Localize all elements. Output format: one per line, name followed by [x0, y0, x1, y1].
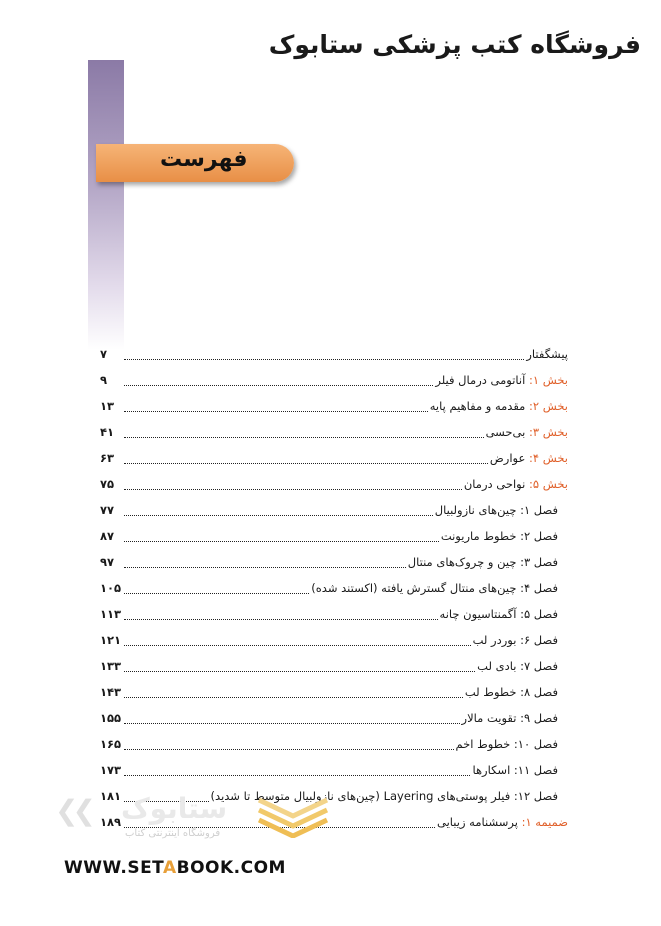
toc-entry-chapter [100, 627, 568, 653]
toc-entry-section [100, 393, 568, 419]
toc-entry-section [100, 471, 568, 497]
toc-page-number: ۹۷ [100, 555, 115, 569]
toc-entry-chapter [100, 523, 568, 549]
toc-entry-label: نواحی درمان [463, 477, 526, 491]
leader-dots [124, 765, 470, 776]
toc-entry-label: عوارض [489, 451, 526, 465]
leader-dots [124, 635, 471, 646]
watermark-tagline: فروشگاه اینترنتی کتاب [125, 828, 221, 839]
leader-dots [124, 661, 475, 672]
toc-page-number: ۱۲۱ [100, 633, 122, 647]
url-accent: A [162, 858, 177, 878]
leader-dots [124, 739, 454, 750]
toc-entry-label: فصل ۳: چین و چروک‌های منتال [407, 555, 558, 569]
section-prefix: بخش ۳: [525, 425, 568, 439]
toc-page-number: ۶۳ [100, 451, 115, 465]
leader-dots [124, 583, 309, 594]
toc-page-number: ۱۸۱ [100, 789, 122, 803]
toc-page-number: ۱۳۳ [100, 659, 122, 673]
toc-entry-chapter [100, 601, 568, 627]
toc-entry-section [100, 367, 568, 393]
toc-page-number: ۷ [100, 347, 108, 361]
toc-page-number: ۹ [100, 373, 108, 387]
leader-dots [124, 557, 406, 568]
leader-dots [124, 375, 433, 386]
table-of-contents [100, 341, 568, 835]
section-prefix: بخش ۵: [525, 477, 568, 491]
toc-entry-section [100, 445, 568, 471]
leader-dots [124, 453, 488, 464]
toc-entry-label: فصل ۱۱: اسکارها [472, 763, 558, 777]
toc-page-number: ۱۴۳ [100, 685, 122, 699]
toc-entry-chapter [100, 731, 568, 757]
toc-page-number: ۱۳ [100, 399, 115, 413]
leader-dots [124, 479, 462, 490]
leader-dots [124, 505, 433, 516]
toc-page-number: ۱۱۳ [100, 607, 122, 621]
store-title: فروشگاه کتب پزشکی ستابوک [268, 30, 641, 59]
toc-entry-label: فصل ۸: خطوط لب [464, 685, 558, 699]
toc-page-number: ۸۷ [100, 529, 115, 543]
toc-entry-chapter [100, 653, 568, 679]
toc-entry-label: پیشگفتار [526, 347, 568, 361]
toc-entry-preface [100, 341, 568, 367]
toc-page-number: ۷۷ [100, 503, 115, 517]
leader-dots [124, 713, 460, 724]
toc-entry-label: فصل ۵: آگمنتاسیون چانه [439, 607, 558, 621]
toc-entry-chapter [100, 575, 568, 601]
toc-entry-label: آناتومی درمال فیلر [435, 373, 526, 387]
section-prefix: بخش ۴: [525, 451, 568, 465]
watermark-logo [55, 790, 355, 850]
toc-entry-label: فصل ۲: خطوط ماریونت [440, 529, 558, 543]
site-url[interactable]: WWW.SETABOOK.COM [64, 858, 286, 878]
toc-entry-section [100, 419, 568, 445]
toc-page-number: ۱۵۵ [100, 711, 122, 725]
toc-entry-chapter [100, 549, 568, 575]
toc-entry-label: مقدمه و مفاهیم پایه [429, 399, 526, 413]
toc-entry-chapter [100, 757, 568, 783]
toc-entry-chapter [100, 705, 568, 731]
leader-dots [124, 427, 484, 438]
toc-page-number: ۱۷۳ [100, 763, 122, 777]
toc-entry-chapter [100, 679, 568, 705]
leader-dots [124, 609, 438, 620]
section-prefix: بخش ۱: [525, 373, 568, 387]
toc-page-number: ۱۶۵ [100, 737, 122, 751]
leader-dots [124, 531, 439, 542]
section-prefix: بخش ۲: [525, 399, 568, 413]
toc-title: فهرست [160, 147, 248, 172]
toc-page-number: ۴۱ [100, 425, 115, 439]
decorative-band [88, 60, 124, 350]
toc-entry-label: فصل ۹: تقویت مالار [461, 711, 558, 725]
leader-dots [124, 349, 524, 360]
leader-dots [124, 687, 463, 698]
toc-page-number: ۷۵ [100, 477, 115, 491]
toc-entry-label: فصل ۱: چین‌های نازولبیال [434, 503, 558, 517]
toc-entry-label: فصل ۱۰: خطوط اخم [455, 737, 558, 751]
toc-entry-label: بی‌حسی [485, 425, 526, 439]
toc-entry-label: فصل ۴: چین‌های منتال گسترش یافته (اکستند شده) [311, 581, 558, 595]
toc-page-number: ۱۰۵ [100, 581, 122, 595]
toc-entry-label: فصل ۱۲: فیلر پوستی‌های Layering (چین‌های نازولبیال متوسط تا شدید) [210, 789, 558, 803]
toc-entry-chapter [100, 497, 568, 523]
toc-page-number: ۱۸۹ [100, 815, 122, 829]
toc-entry-label: پرسشنامه زیبایی [437, 815, 518, 829]
toc-entry-label: فصل ۷: بادی لب [477, 659, 558, 673]
watermark-brand: ستابوک [121, 792, 228, 825]
double-chevron-icon: ❮❮ [55, 794, 90, 827]
leader-dots [124, 401, 428, 412]
book-stack-icon [255, 794, 331, 838]
toc-entry-label: فصل ۶: بوردر لب [472, 633, 558, 647]
appendix-prefix: ضمیمه ۱: [517, 815, 568, 829]
